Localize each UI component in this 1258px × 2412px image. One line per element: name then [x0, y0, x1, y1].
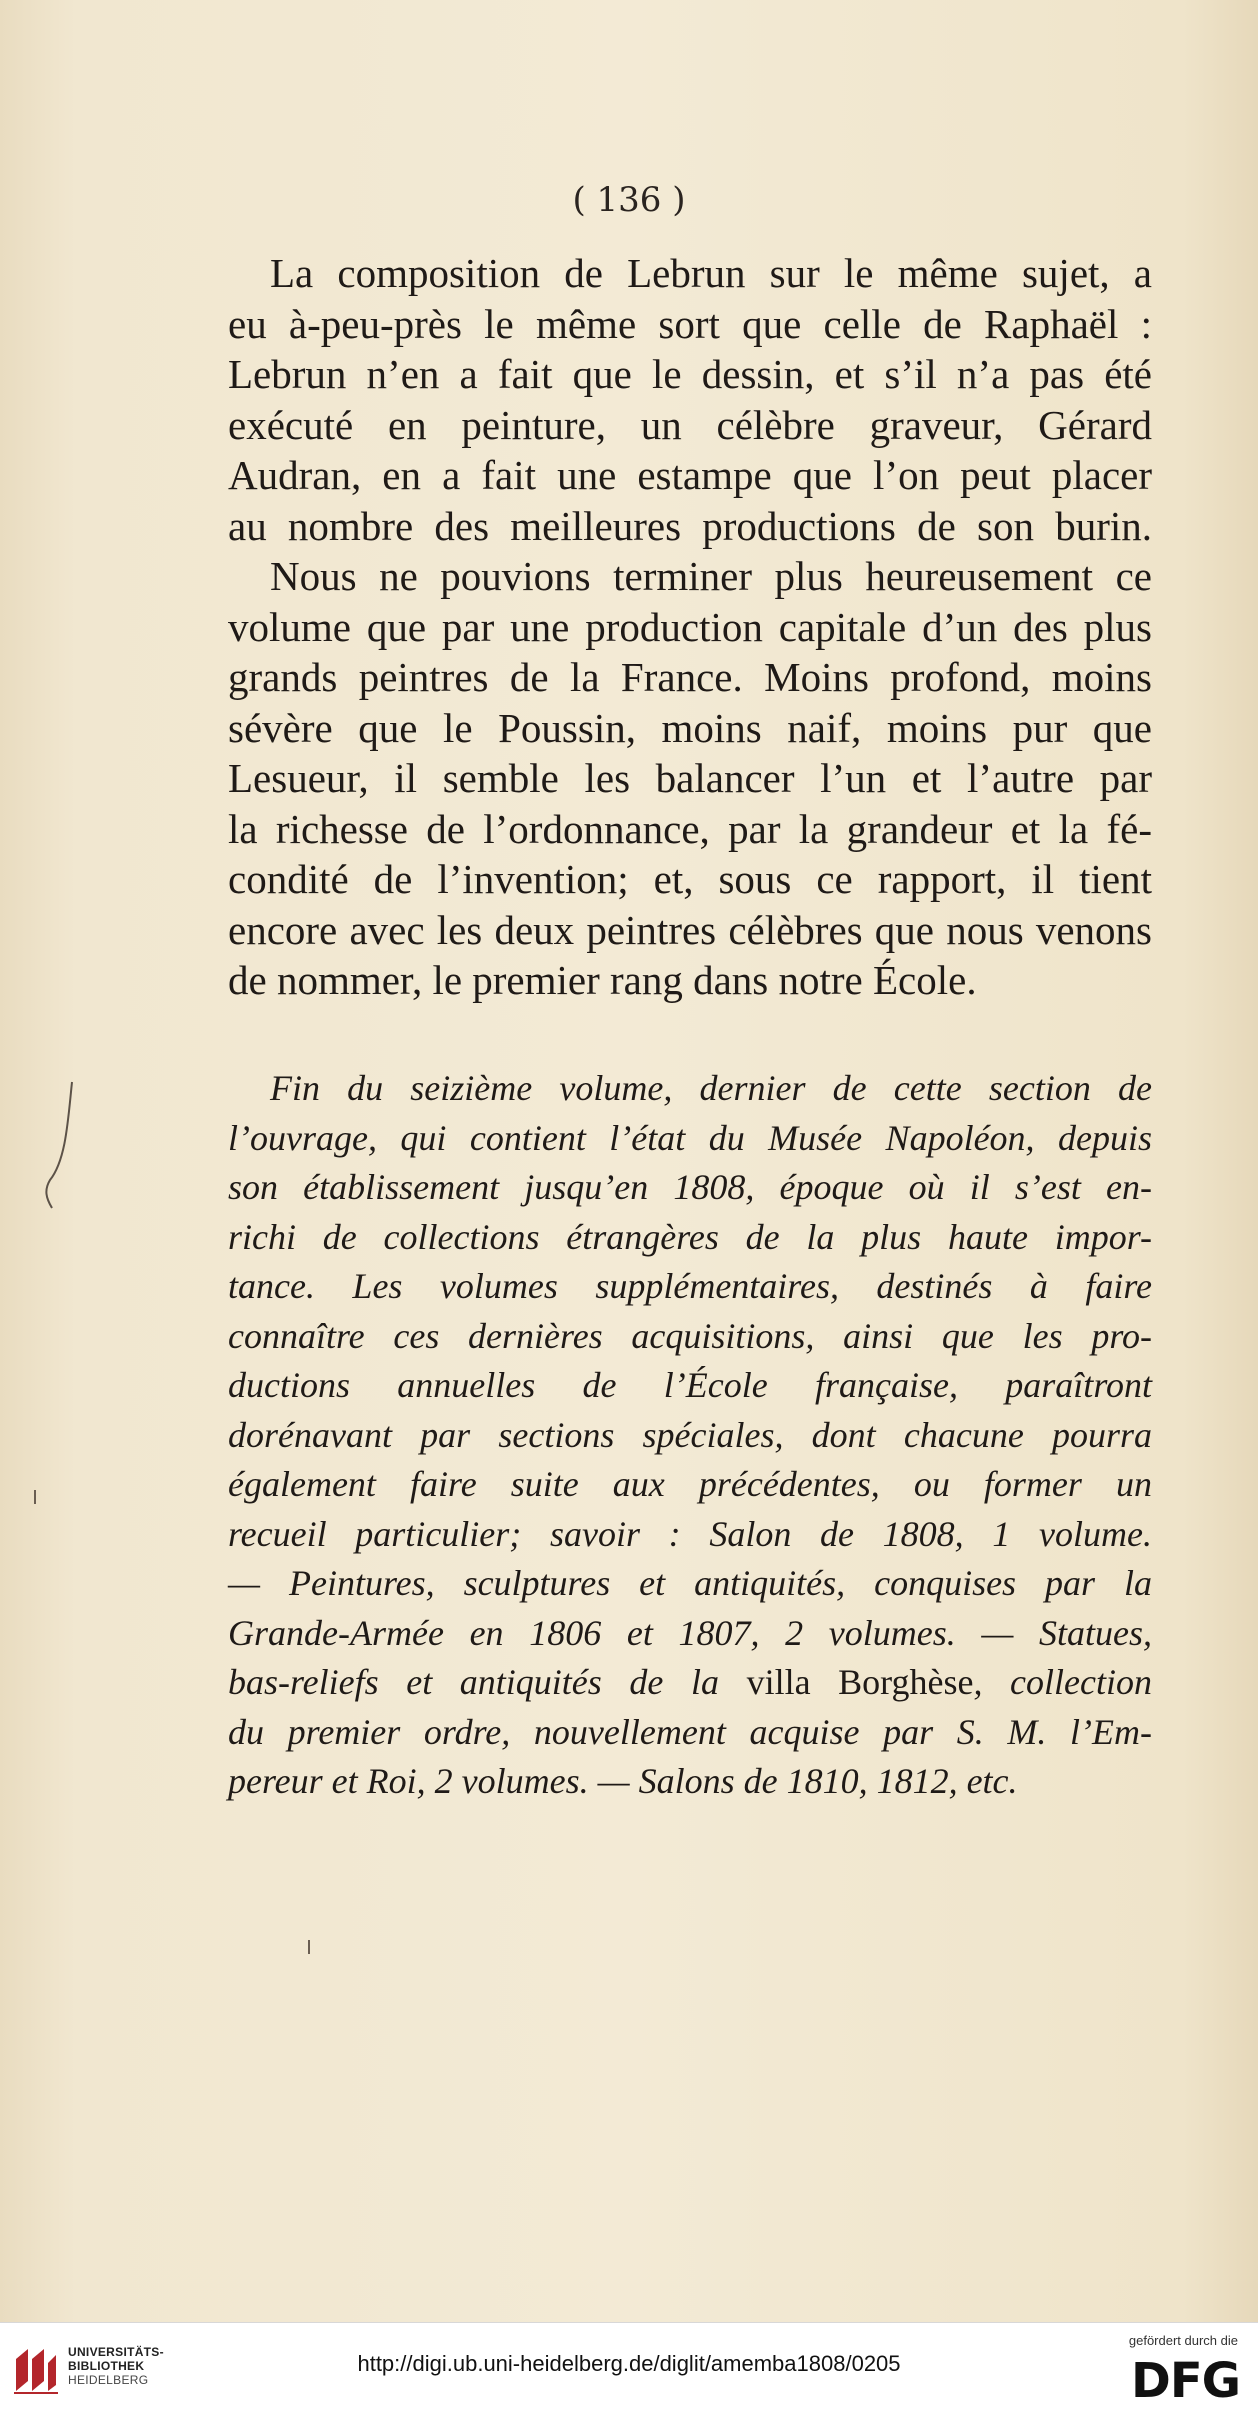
note-text: bas-reliefs et antiquités de la: [228, 1662, 747, 1702]
note-line: du premier ordre, nouvellement acquise par S. M. l’Em-: [228, 1711, 1152, 1752]
note-line: connaître ces dernières acquisitions, ainsi que les pro-: [228, 1315, 1152, 1356]
permalink-url[interactable]: http://digi.ub.uni-heidelberg.de/diglit/amemba1808/0205: [357, 2351, 901, 2376]
note-line: tance. Les volumes supplémentaires, destinés à faire: [228, 1266, 1152, 1306]
note-line: ductions annuelles de l’École française, paraîtront: [228, 1365, 1152, 1405]
text-line: Nous ne pouvions terminer plus heureusement ce: [270, 553, 1152, 599]
library-name-line: HEIDELBERG: [68, 2373, 149, 2387]
text-line: La composition de Lebrun sur le même sujet, a: [270, 250, 1152, 296]
note-line: Grande-Armée en 1806 et 1807, 2 volumes. — Statues,: [228, 1612, 1152, 1653]
text-line: la richesse de l’ordonnance, par la grandeur et la fé-: [228, 805, 1152, 852]
text-line-last: de nommer, le premier rang dans notre École.: [228, 957, 977, 1003]
viewer-footer: [0, 2322, 1258, 2412]
note-line: également faire suite aux précédentes, ou former un: [228, 1464, 1152, 1504]
margin-mark: [308, 1940, 310, 1954]
note-line: dorénavant par sections spéciales, dont chacune pourra: [228, 1414, 1152, 1455]
text-line: au nombre des meilleures productions de son burin.: [228, 502, 1152, 549]
text-line: encore avec les deux peintres célèbres que nous venons: [228, 906, 1152, 953]
note-line: [228, 1658, 1152, 1708]
note-line: Fin du seizième volume, dernier de cette section de: [270, 1068, 1152, 1108]
dfg-logo: DFG: [1130, 2353, 1240, 2409]
text-line: exécuté en peinture, un célèbre graveur, Gérard: [228, 401, 1152, 448]
margin-pencil-mark: [38, 1080, 88, 1280]
text-line: volume que par une production capitale d’un des plus: [228, 603, 1152, 650]
margin-mark: [34, 1490, 36, 1504]
text-line: condité de l’invention; et, sous ce rapport, il tient: [228, 856, 1152, 902]
text-line: Lebrun n’en a fait que le dessin, et s’il n’a pas été: [228, 351, 1152, 397]
text-line: grands peintres de la France. Moins profond, moins: [228, 654, 1152, 700]
note-line-last: pereur et Roi, 2 volumes. — Salons de 1810, 1812, etc.: [228, 1761, 1018, 1801]
note-line: recueil particulier; savoir : Salon de 1808, 1 volume.: [228, 1513, 1152, 1554]
note-line: richi de collections étrangères de la plus haute impor-: [228, 1216, 1152, 1257]
page-number: ( 136 ): [572, 180, 686, 220]
main-text: [228, 248, 1152, 1006]
note-text: , collection: [973, 1662, 1152, 1702]
funding-caption: gefördert durch die: [1128, 2333, 1238, 2348]
note-line: son établissement jusqu’en 1808, époque où il s’est en-: [228, 1167, 1152, 1207]
closing-note: [228, 1064, 1152, 1807]
text-line: sévère que le Poussin, moins naif, moins pur que: [228, 704, 1152, 751]
note-line: — Peintures, sculptures et antiquités, conquises par la: [228, 1563, 1152, 1603]
villa-name: villa Borghèse: [746, 1662, 974, 1702]
library-name-line: UNIVERSITÄTS-: [68, 2345, 164, 2359]
note-line: l’ouvrage, qui contient l’état du Musée Napoléon, depuis: [228, 1117, 1152, 1158]
text-line: Audran, en a fait une estampe que l’on peut placer: [228, 452, 1152, 498]
library-name-line: BIBLIOTHEK: [68, 2359, 145, 2373]
text-line: Lesueur, il semble les balancer l’un et l’autre par: [228, 755, 1152, 801]
text-line: eu à-peu-près le même sort que celle de Raphaël :: [228, 300, 1152, 347]
